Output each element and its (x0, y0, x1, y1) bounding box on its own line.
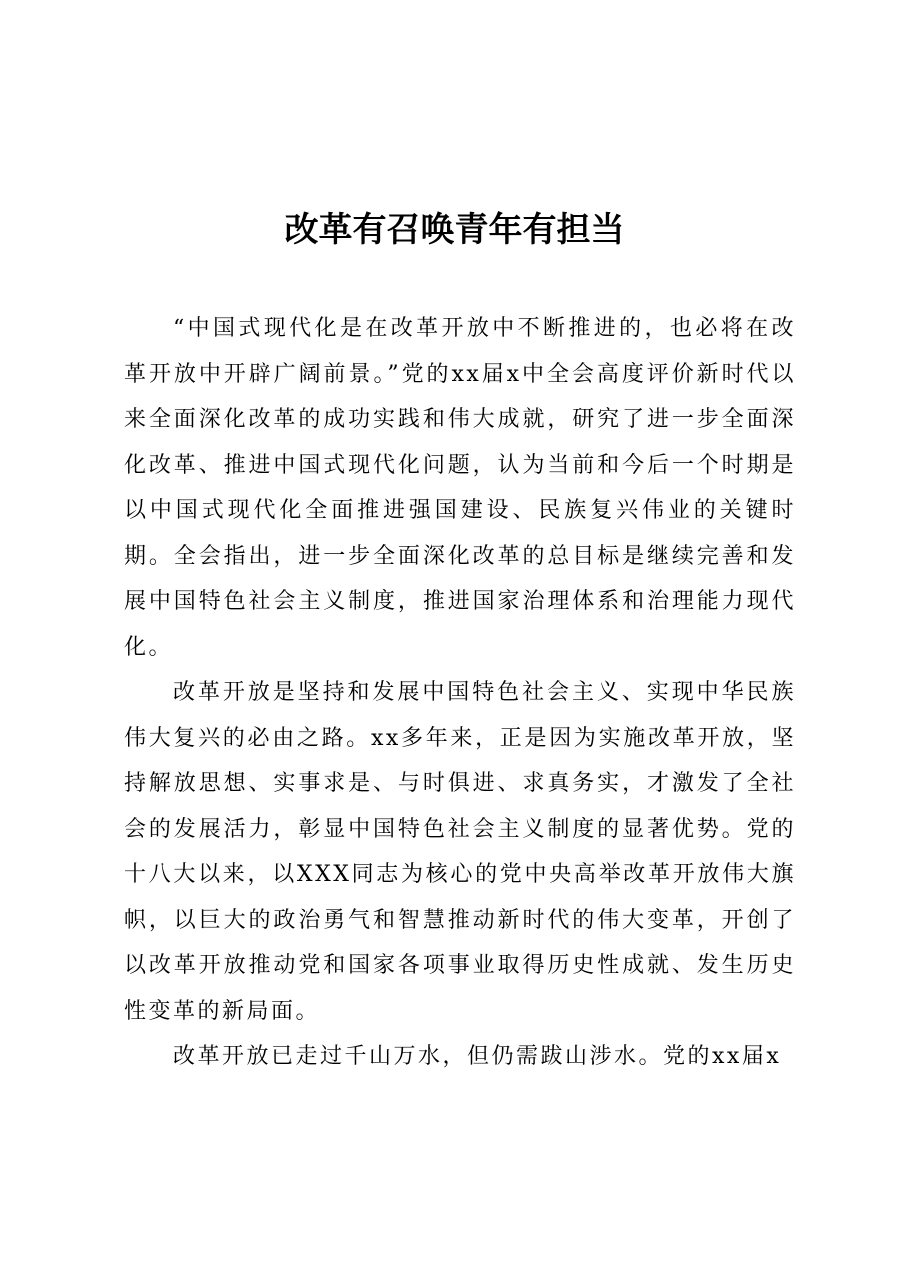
paragraph-2: 改革开放是坚持和发展中国特色社会主义、实现中华民族伟大复兴的必由之路。xx多年来，正是因为实施改革开放，坚持解放思想、实事求是、与时俱进、求真务实，才激发了全社会的发展活力，彰显中国特色社会主义制度的显著优势。党的十八大以来，以XXX同志为核心的党中央高举改革开放伟大旗帜，以巨大的政治勇气和智慧推动新时代的伟大变革，开创了以改革开放推动党和国家各项事业取得历史性成就、发生历史性变革的新局面。 (124, 680, 796, 1024)
paragraph-3: 改革开放已走过千山万水，但仍需跋山涉水。党的xx届x (173, 1044, 782, 1069)
document-body (124, 306, 796, 1080)
paragraph-1: “中国式现代化是在改革开放中不断推进的，也必将在改革开放中开辟广阔前景。”党的xx届x中全会高度评价新时代以来全面深化改革的成功实践和伟大成就，研究了进一步全面深化改革、推进中国式现代化问题，认为当前和今后一个时期是以中国式现代化全面推进强国建设、民族复兴伟业的关键时期。全会指出，进一步全面深化改革的总目标是继续完善和发展中国特色社会主义制度，推进国家治理体系和治理能力现代化。 (124, 316, 796, 660)
document-title: 改革有召唤青年有担当 (284, 210, 625, 250)
